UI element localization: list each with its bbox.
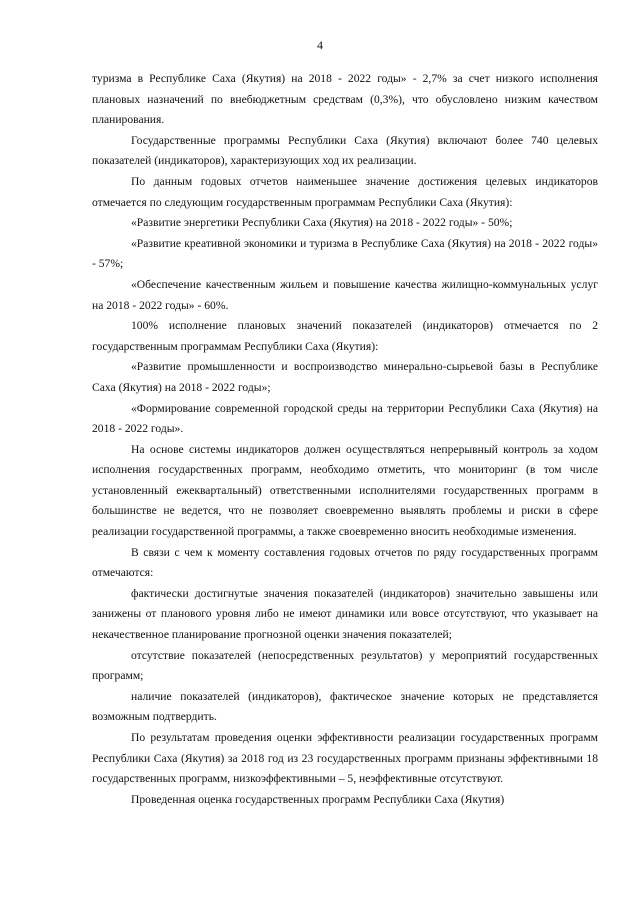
paragraph-14: наличие показателей (индикаторов), фактическое значение которых не представляется возможным подтвердить. xyxy=(92,689,598,724)
paragraph-4: «Развитие энергетики Республики Саха (Якутия) на 2018 - 2022 годы» - 50%; xyxy=(131,216,513,230)
paragraph-5: «Развитие креативной экономики и туризма в Республике Саха (Якутия) на 2018 - 2022 годы» - 57%; xyxy=(92,236,598,271)
paragraph-3: По данным годовых отчетов наименьшее значение достижения целевых индикаторов отмечается по следующим государственным программам Республики Саха (Якутия): xyxy=(92,174,598,209)
paragraph-13: отсутствие показателей (непосредственных результатов) у мероприятий государственных программ; xyxy=(92,648,598,683)
paragraph-12: фактически достигнутые значения показателей (индикаторов) значительно завышены или занижены от планового уровня либо не имеют динамики или вовсе отсутствуют, что указывает на некачественное планирование прогнозной оценки значения показателей; xyxy=(92,586,598,642)
paragraph-9: «Формирование современной городской среды на территории Республики Саха (Якутия) на 2018 - 2022 годы». xyxy=(92,401,598,436)
paragraph-1: туризма в Республике Саха (Якутия) на 2018 - 2022 годы» - 2,7% за счет низкого исполнения плановых назначений по внебюджетным средствам (0,3%), что обусловлено низким качеством планирования. xyxy=(92,72,598,127)
paragraph-8: «Развитие промышленности и воспроизводство минерально-сырьевой базы в Республике Саха (Якутия) на 2018 - 2022 годы»; xyxy=(92,360,598,394)
page-number: 4 xyxy=(317,38,323,52)
paragraph-6: «Обеспечение качественным жильем и повышение качества жилищно-коммунальных услуг на 2018 - 2022 годы» - 60%. xyxy=(92,277,598,312)
paragraph-2: Государственные программы Республики Саха (Якутия) включают более 740 целевых показателей (индикаторов), характеризующих ход их реализации. xyxy=(92,133,598,168)
document-body xyxy=(92,69,598,810)
paragraph-11: В связи с чем к моменту составления годовых отчетов по ряду государственных программ отмечаются: xyxy=(92,545,598,580)
paragraph-15: По результатам проведения оценки эффективности реализации государственных программ Республики Саха (Якутия) за 2018 год из 23 государственных программ признаны эффективными 18 государственных программ, низкоэффективными – 5, неэффективные отсутствуют. xyxy=(92,731,598,786)
paragraph-7: 100% исполнение плановых значений показателей (индикаторов) отмечается по 2 государственным программам Республики Саха (Якутия): xyxy=(92,319,598,353)
paragraph-10: На основе системы индикаторов должен осуществляться непрерывный контроль за ходом исполнения государственных программ, необходимо отметить, что мониторинг (в том числе установленный ежеквартальный) ответственными исполнителями государственных программ в большинстве не ведется, что не позволяет своевременно выявлять проблемы и риски в сфере реализации государственной программы, а также своевременно вносить необходимые изменения. xyxy=(92,442,598,539)
paragraph-16: Проведенная оценка государственных программ Республики Саха (Якутия) xyxy=(131,792,505,806)
